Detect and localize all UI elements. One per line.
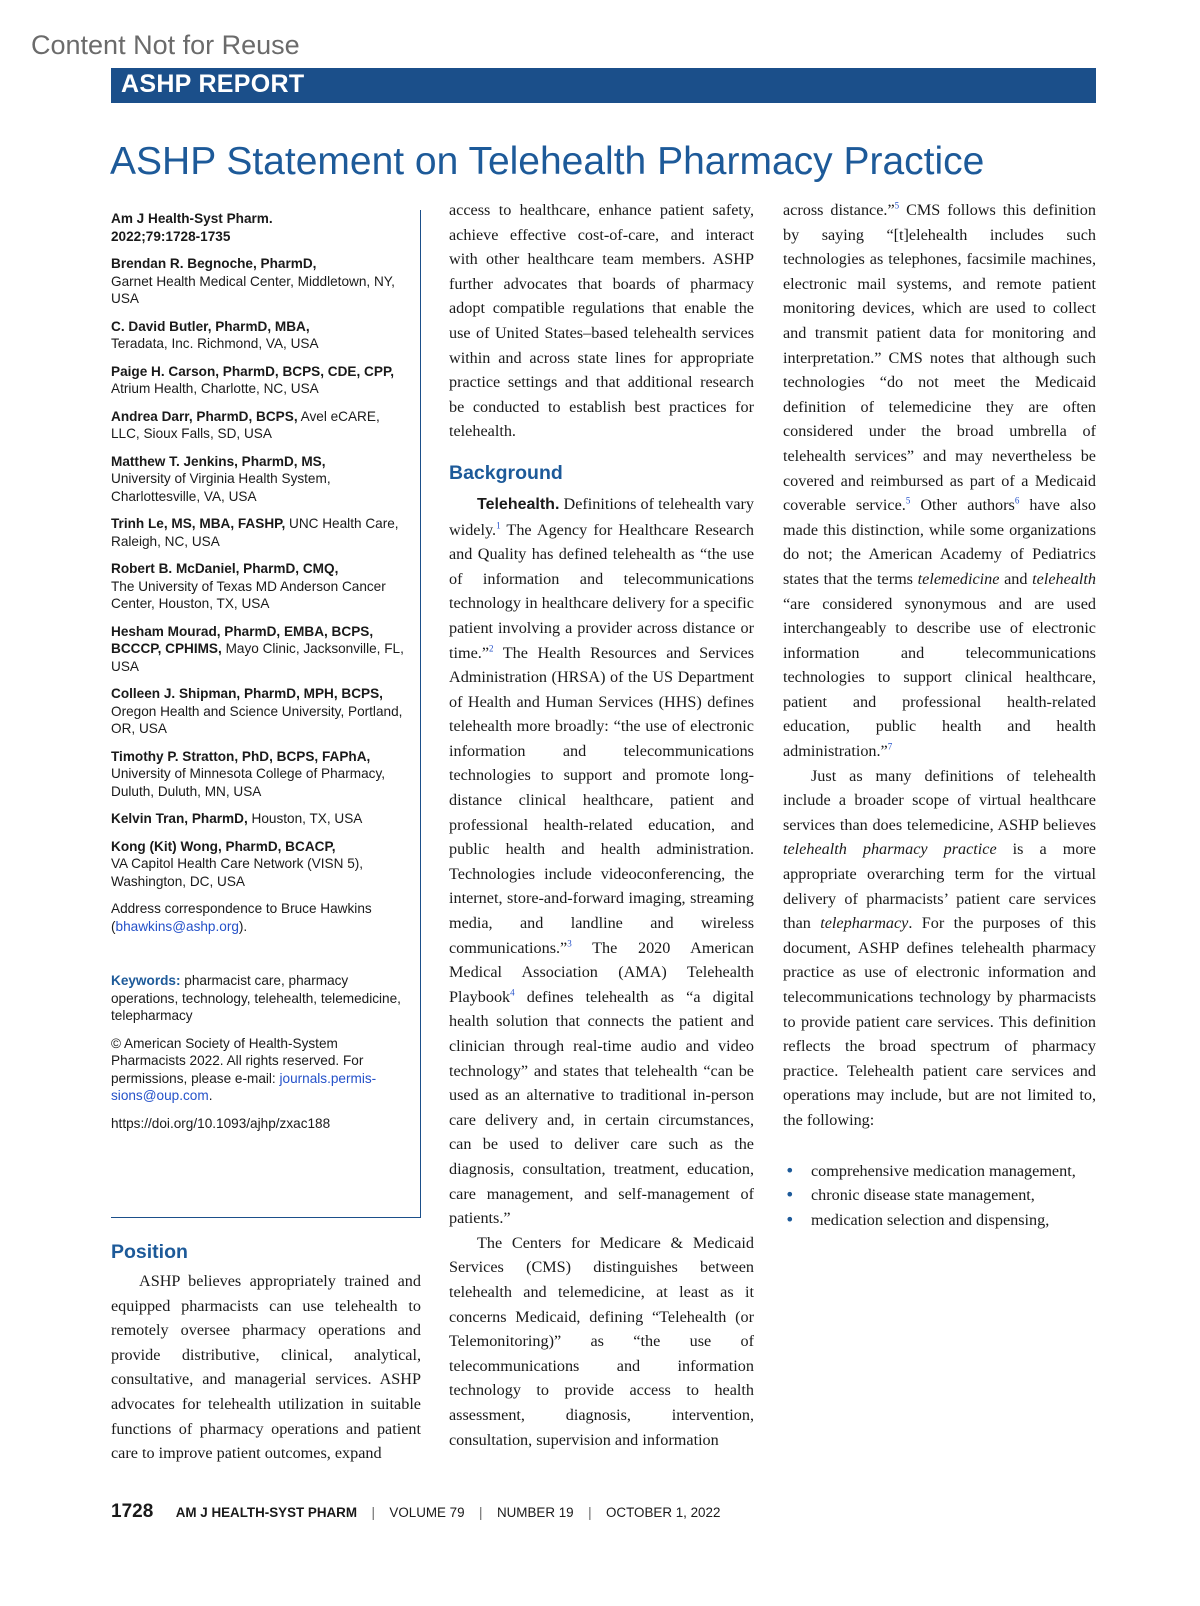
column-middle [449,198,754,1452]
text-run: is a more appropriate overarching term for the virtual delivery of pharmacists’ patient care services than [783,840,1096,933]
telehealth-paragraph [449,492,754,1231]
copyright [111,1035,420,1105]
author-affiliation: The University of Texas MD Anderson Cancer Center, Houston, TX, USA [111,578,386,611]
text-run: . For the purposes of this document, ASHP defines telehealth pharmacy practice as use of electronic information and telecommunications technology by pharmacists to provide patient care services. This definition reflects the broad spectrum of pharmacy practice. Telehealth patient care services and operations may include, but are not limited to, the following: [783,914,1096,1129]
correspondence-end: ). [238,918,248,934]
author-name: Brendan R. Begnoche, PharmD, [111,256,317,271]
footer-date: OCTOBER 1, 2022 [606,1505,721,1520]
author-entry [111,623,420,676]
correspondence-text: Address correspondence to Bruce Hawkins ( [111,901,372,934]
citation-volume: 2022;79:1728-1735 [111,228,231,244]
background-heading: Background [449,461,563,484]
footer-separator: | [588,1505,592,1520]
author-name: Hesham Mourad, PharmD, EMBA, BCPS, BCCCP, CPHIMS, [111,623,374,656]
author-entry [111,408,420,443]
position-paragraph [111,1269,421,1466]
keywords-list: pharmacist care, pharmacy operations, technology, telehealth, telemedicine, telepharmacy [111,973,401,1023]
cms-paragraph [449,1231,754,1452]
report-banner [111,68,1096,103]
cms-text-part1: The Centers for Medicare & Medicaid Services (CMS) distinguishes between telehealth and telemedicine, at least as it concerns Medicaid, defining “Telehealth (or Telemonitoring)” as “the use of telecommunications and information technology to provide access to health assessment, diagnosis, intervention, consultation, supervision and information [449,1233,754,1449]
page-number: 1728 [111,1501,154,1522]
author-affiliation: University of Virginia Health System, Charlottesville, VA, USA [111,471,331,504]
author-entry [111,560,420,613]
cms-paragraph-continued [783,198,1096,764]
footer-number: NUMBER 19 [496,1505,574,1520]
list-item: • comprehensive medication management, [783,1159,1096,1184]
author-entry [111,838,420,891]
journal-abbrev: Am J Health-Syst Pharm. [111,211,273,226]
text-run: have also made this distinction, while some organizations do not; the American Academy of Pediatrics states that the terms [783,496,1096,588]
doi-link[interactable]: https://doi.org/10.1093/ajhp/zxac188 [111,1115,331,1131]
reference-1[interactable]: 1 [496,520,501,531]
reference-5b[interactable]: 5 [905,495,911,506]
reference-2[interactable]: 2 [489,643,494,654]
text-run: Other authors [910,496,1015,515]
reference-6[interactable]: 6 [1014,495,1020,506]
services-list [783,1159,1096,1233]
text-run: CMS follows this definition by saying “[t]elehealth includes such technologies as telephones, facsimile machines, electronic mail systems, and remote patient monitoring devices, which are used to collect and transmit patient data for monitoring and interpretation.” CMS notes that although such technologies “do not meet the Medicaid definition of telemedicine they are often considered under the broad umbrella of telehealth services” and may nevertheless be covered and reimbursed as part of a Medicaid coverable service. [783,201,1096,515]
position-text-part1: ASHP believes appropriately trained and equipped pharmacists can use telehealth to remotely oversee pharmacy operations and provide distributive, clinical, analytical, consultative, and managerial services. ASHP advocates for telehealth utilization in suitable functions of pharmacy operations and patient care to improve patient outcomes, expand [111,1272,421,1463]
author-entry [111,810,420,828]
keywords-label: Keywords: [111,973,181,988]
permissions-email-link[interactable]: journals.permis-sions@oup.com [111,1070,377,1103]
text-run: defines telehealth as “a digital health solution that connects the patient and clinician through real-time audio and video technology” and states that telehealth “can be used as an alternative to traditional in-person care delivery and, in certain circumstances, can be used to deliver care such as the diagnosis, consultation, treatment, education, care management, and self-management of patients.” [449,987,754,1228]
author-entry [111,685,420,738]
author-affiliation: VA Capitol Health Care Network (VISN 5), Washington, DC, USA [111,856,364,889]
reference-7[interactable]: 7 [887,741,893,752]
page-footer [111,1501,720,1523]
term-telehealth: telehealth [1032,569,1096,588]
term-telemedicine: telemedicine [917,569,1000,588]
keywords [111,972,420,1025]
position-paragraph-continued [449,198,754,444]
author-name: Trinh Le, MS, MBA, FASHP, [111,516,286,531]
footer-separator: | [479,1505,483,1520]
author-affiliation: University of Minnesota College of Pharmacy, Duluth, Duluth, MN, USA [111,766,386,799]
watermark: Content Not for Reuse [31,30,300,60]
term-telepharmacy: telepharmacy [820,914,909,933]
telehealth-runin-heading: Telehealth. [477,495,560,513]
article-title: ASHP Statement on Telehealth Pharmacy Practice [110,140,985,183]
author-name: Paige H. Carson, PharmD, BCPS, CDE, CPP, [111,363,395,379]
author-name: Andrea Darr, PharmD, BCPS, [111,408,298,424]
author-affiliation: Houston, TX, USA [251,811,363,826]
position-text-part2: access to healthcare, enhance patient safety, achieve effective cost-of-care, and interact with other healthcare team members. ASHP further advocates that boards of pharmacy adopt compatible regulations that enable the use of United States–based telehealth services within and across state lines for appropriate practice settings and that additional research be conducted to establish best practices for telehealth. [449,201,754,441]
telehealth-pharmacy-paragraph [783,764,1096,1133]
copyright-text: © American Society of Health-System Pharmacists 2022. All rights reserved. For permissions, please e-mail: [111,1035,364,1086]
author-affiliation: Atrium Health, Charlotte, NC, USA [111,381,319,396]
author-affiliation: Garnet Health Medical Center, Middletown, NY, USA [111,273,395,306]
author-entry [111,363,420,398]
copyright-end: . [208,1088,213,1103]
author-affiliation: Teradata, Inc. Richmond, VA, USA [111,336,319,351]
correspondence [111,900,420,935]
footer-separator: | [371,1505,375,1520]
footer-volume: VOLUME 79 [389,1505,465,1520]
list-item: • medication selection and dispensing, [783,1208,1096,1233]
author-list [111,255,420,890]
text-run: and [999,569,1033,588]
author-affiliation: UNC Health Care, Raleigh, NC, USA [111,516,399,549]
author-affiliation: Mayo Clinic, Jacksonville, FL, USA [111,641,404,674]
author-name: C. David Butler, PharmD, MBA, [111,318,310,334]
author-name: Kelvin Tran, PharmD, [111,811,248,826]
author-entry [111,515,420,550]
column-right [783,198,1096,1232]
text-run: Just as many definitions of telehealth include a broader scope of virtual healthcare services than does telemedicine, ASHP believes [783,766,1096,834]
text-run: The 2020 American Medical Association (AMA) Telehealth Playbook [449,938,754,1006]
column-left-text [111,1240,421,1466]
cms-text-part2: across distance.” [783,201,895,219]
author-entry [111,453,420,506]
author-name: Colleen J. Shipman, PharmD, MPH, BCPS, [111,686,383,701]
correspondence-email-link[interactable]: bhawkins@ashp.org [115,918,239,934]
citation-block [111,210,420,245]
text-run: “are considered synonymous and are used interchangeably to describe use of electronic information and telecommunications technologies to support clinical healthcare, patient and professional health-related education, public health and health administration.” [783,594,1096,761]
reference-5[interactable]: 5 [894,200,900,211]
author-name: Robert B. McDaniel, PharmD, CMQ, [111,561,339,576]
author-name: Kong (Kit) Wong, PharmD, BCACP, [111,838,336,854]
term-telehealth-pharmacy-practice: telehealth pharmacy practice [783,840,997,859]
author-entry [111,255,420,308]
reference-4[interactable]: 4 [510,987,515,998]
text-run: Definitions of telehealth vary widely. [449,494,754,539]
footer-journal: AM J HEALTH-SYST PHARM [175,1505,358,1520]
author-sidebar [111,210,421,1218]
author-entry [111,748,420,801]
author-name: Matthew T. Jenkins, PharmD, MS, [111,453,326,469]
reference-3[interactable]: 3 [567,938,572,949]
author-name: Timothy P. Stratton, PhD, BCPS, FAPhA, [111,748,371,764]
author-affiliation: Avel eCARE, LLC, Sioux Falls, SD, USA [111,408,380,441]
position-heading: Position [111,1241,188,1263]
banner-label: ASHP REPORT [121,70,305,98]
list-item: • chronic disease state management, [783,1183,1096,1208]
text-run: The Health Resources and Services Administration (HRSA) of the US Department of Health and Human Services (HHS) defines telehealth more broadly: “the use of electronic information and telecommunications technologies to support and promote long-distance clinical healthcare, patient and professional health-related education, and public health and health administration. Technologies include videoconferencing, the internet, store-and-forward imaging, streaming media, and landline and wireless communications.” [449,643,754,957]
author-entry [111,318,420,353]
author-affiliation: Oregon Health and Science University, Portland, OR, USA [111,703,403,736]
text-run: The Agency for Healthcare Research and Quality has defined telehealth as “the use of information and telecommunications technology in healthcare delivery for a specific patient involving a provider across distance or time.” [449,520,754,662]
